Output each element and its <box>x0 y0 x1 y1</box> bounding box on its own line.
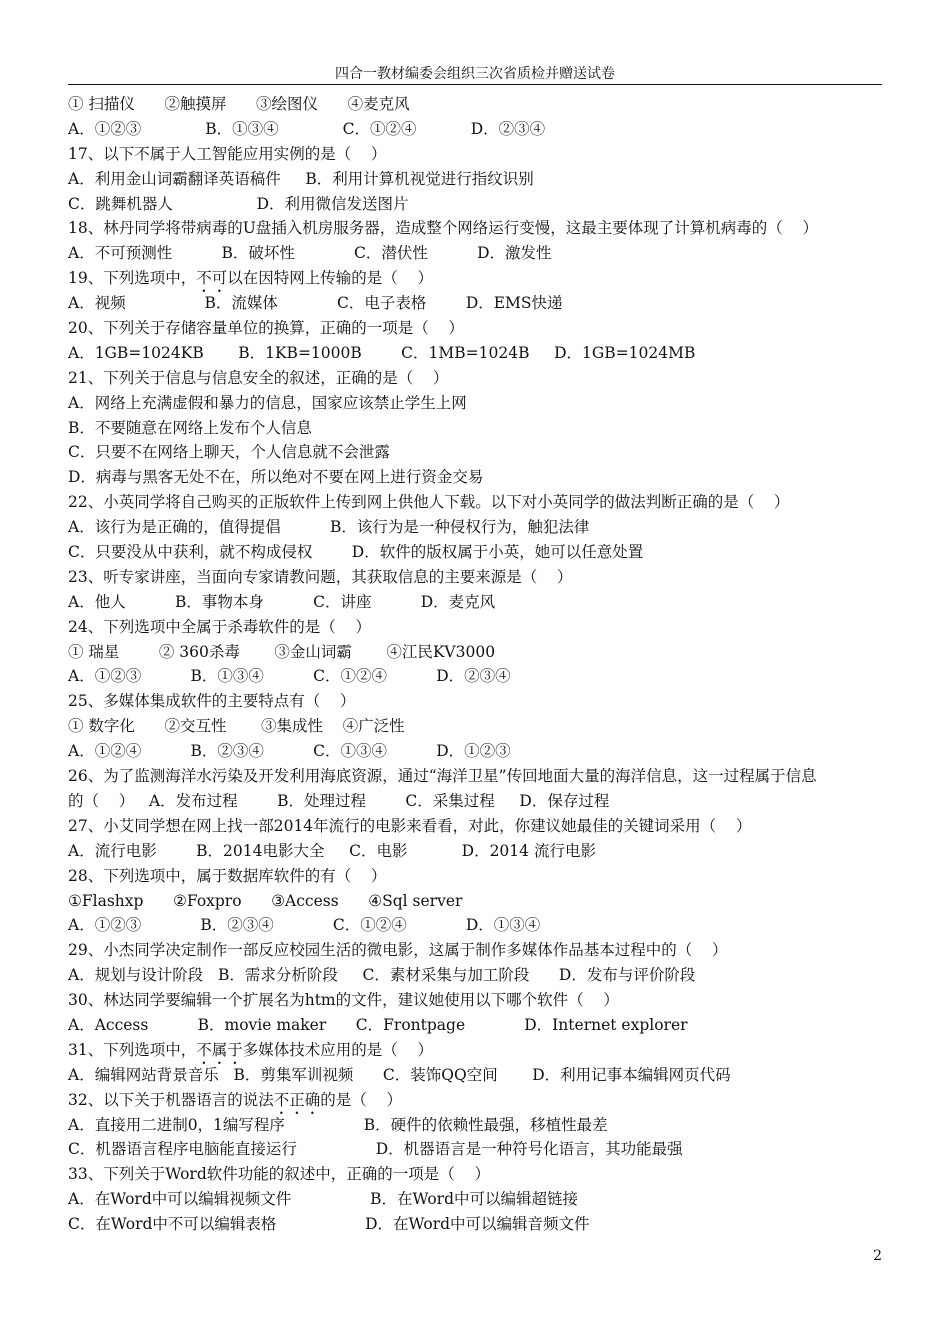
q17-choices-cd: C．跳舞机器人 D．利用微信发送图片 <box>68 194 409 213</box>
q33-choices-ab: A．在Word中可以编辑视频文件 B．在Word中可以编辑超链接 <box>68 1190 579 1209</box>
q20-stem: 20、下列关于存储容量单位的换算，正确的一项是（ ） <box>68 319 464 338</box>
q24-options-list: ① 瑞星 ② 360杀毒 ③金山词霸 ④江民KV3000 <box>68 642 496 661</box>
q19-stem-post: 以在因特网上传输的是（ ） <box>227 269 433 288</box>
q27-choices: A．流行电影 B．2014电影大全 C．电影 D．2014 流行电影 <box>68 841 596 860</box>
q19-stem <box>68 266 886 291</box>
q29-stem: 29、小杰同学决定制作一部反应校园生活的微电影，这属于制作多媒体作品基本过程中的（ ） <box>68 941 728 960</box>
q26-stem: 26、为了监测海洋水污染及开发利用海底资源，通过“海洋卫星”传回地面大量的海洋信息，这一过程属于信息 <box>68 767 817 786</box>
q32-choices-ab: A．直接用二进制0，1编写程序 B．硬件的依赖性最强，移植性最差 <box>68 1115 608 1134</box>
q16-choices: A．①②③ B．①③④ C．①②④ D．②③④ <box>68 119 546 138</box>
q31-stem-pre: 31、下列选项中， <box>68 1040 197 1059</box>
q18-choices: A．不可预测性 B．破坏性 C．潜伏性 D．激发性 <box>68 244 552 263</box>
q21-choice-d: D．病毒与黑客无处不在，所以绝对不要在网上进行资金交易 <box>68 468 484 487</box>
q19-choices: A．视频 B．流媒体 C．电子表格 D．EMS快递 <box>68 294 563 313</box>
q29-choices: A．规划与设计阶段 B．需求分析阶段 C．素材采集与加工阶段 D．发布与评价阶段 <box>68 966 696 985</box>
q25-choices: A．①②④ B．②③④ C．①③④ D．①②③ <box>68 742 511 761</box>
q32-stem <box>68 1088 886 1113</box>
q25-options-list: ① 数字化 ②交互性 ③集成性 ④广泛性 <box>68 717 405 736</box>
q18-stem: 18、林丹同学将带病毒的U盘插入机房服务器，造成整个网络运行变慢，这最主要体现了计算机病毒的（ ） <box>68 219 818 238</box>
exam-content <box>68 92 886 1237</box>
q21-choice-a: A．网络上充满虚假和暴力的信息，国家应该禁止学生上网 <box>68 393 467 412</box>
q33-choices-cd: C．在Word中不可以编辑表格 D．在Word中可以编辑音频文件 <box>68 1215 590 1234</box>
q21-choice-c: C．只要不在网络上聊天，个人信息就不会泄露 <box>68 443 390 462</box>
q25-stem: 25、多媒体集成软件的主要特点有（ ） <box>68 692 356 711</box>
q28-stem: 28、下列选项中，属于数据库软件的有（ ） <box>68 866 387 885</box>
q26-stem-cont-choices: 的（ ） A．发布过程 B．处理过程 C．采集过程 D．保存过程 <box>68 791 610 810</box>
q16-options-list: ① 扫描仪 ②触摸屏 ③绘图仪 ④麦克风 <box>68 95 410 113</box>
q20-choices: A．1GB=1024KB B．1KB=1000B C．1MB=1024B D．1GB=1024MB <box>68 343 696 362</box>
q31-emphasis: 不属于 <box>196 1040 243 1059</box>
q31-stem-post: 多媒体技术应用的是（ ） <box>242 1040 433 1059</box>
q33-stem: 33、下列关于Word软件功能的叙述中，正确的一项是（ ） <box>68 1165 490 1184</box>
q32-emphasis: 不正确 <box>273 1090 321 1109</box>
q21-stem: 21、下列关于信息与信息安全的叙述，正确的是（ ） <box>68 368 449 387</box>
q31-stem <box>68 1038 886 1063</box>
q19-stem-pre: 19、下列选项中， <box>68 269 197 288</box>
q30-stem: 30、林达同学要编辑一个扩展名为htm的文件，建议她使用以下哪个软件（ ） <box>68 991 619 1010</box>
q27-stem: 27、小艾同学想在网上找一部2014年流行的电影来看看，对此，你建议她最佳的关键词采用（ ） <box>68 816 752 835</box>
q17-choices-ab: A．利用金山词霸翻译英语稿件 B．利用计算机视觉进行指纹识别 <box>68 169 534 188</box>
q22-choices-cd: C．只要没从中获利，就不构成侵权 D．软件的版权属于小英，她可以任意处置 <box>68 543 644 562</box>
q23-choices: A．他人 B．事物本身 C．讲座 D．麦克风 <box>68 592 496 611</box>
q24-stem: 24、下列选项中全属于杀毒软件的是（ ） <box>68 617 371 636</box>
q19-emphasis: 不可 <box>196 269 228 288</box>
q30-choices: A．Access B．movie maker C．Frontpage D．Internet explorer <box>68 1015 688 1034</box>
q31-choices: A．编辑网站背景音乐 B．剪集军训视频 C．装饰QQ空间 D．利用记事本编辑网页代码 <box>68 1065 731 1084</box>
page-header-title: 四合一教材编委会组织三次省质检并赠送试卷 <box>335 66 615 82</box>
q28-choices: A．①②③ B．②③④ C．①②④ D．①③④ <box>68 916 541 935</box>
q32-stem-post: 的是（ ） <box>320 1090 402 1109</box>
q17-stem: 17、以下不属于人工智能应用实例的是（ ） <box>68 144 387 163</box>
q32-stem-pre: 32、以下关于机器语言的说法 <box>68 1090 274 1109</box>
q24-choices: A．①②③ B．①③④ C．①②④ D．②③④ <box>68 667 511 686</box>
q22-choices-ab: A．该行为是正确的，值得提倡 B．该行为是一种侵权行为，触犯法律 <box>68 518 590 537</box>
page-number: 2 <box>873 1248 882 1264</box>
q28-options-list: ①Flashxp ②Foxpro ③Access ④Sql server <box>68 891 463 910</box>
q23-stem: 23、听专家讲座，当面向专家请教问题，其获取信息的主要来源是（ ） <box>68 567 573 586</box>
q21-choice-b: B．不要随意在网络上发布个人信息 <box>68 418 312 437</box>
q32-choices-cd: C．机器语言程序电脑能直接运行 D．机器语言是一种符号化语言，其功能最强 <box>68 1140 683 1159</box>
header-divider <box>68 84 882 85</box>
q22-stem: 22、小英同学将自己购买的正版软件上传到网上供他人下载。以下对小英同学的做法判断正确的是（ ） <box>68 493 790 512</box>
